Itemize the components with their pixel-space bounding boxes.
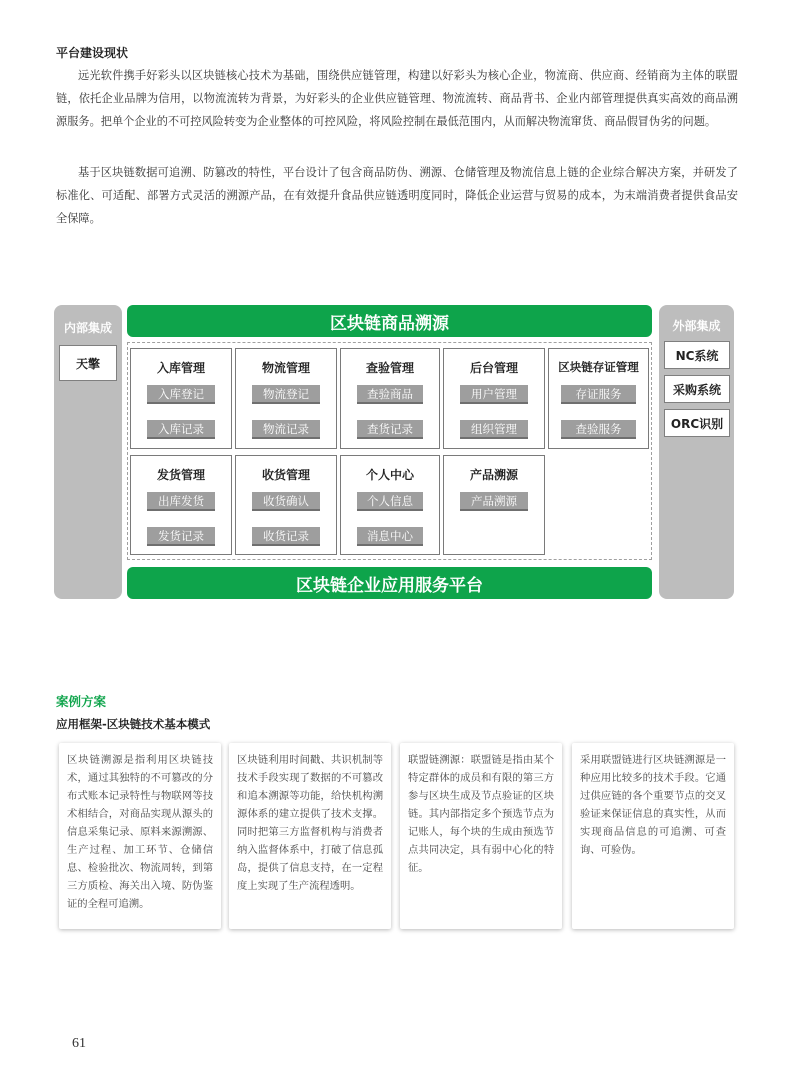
external-item-nc: NC系统 (664, 341, 730, 369)
case-card-3: 联盟链溯源：联盟链是指由某个特定群体的成员和有限的第三方参与区块生成及节点验证的区块链。其内部指定多个预选节点为记账人，每个块的生成由预选节点共同决定，具有弱中心化的特征。 (400, 743, 562, 929)
module-title: 产品溯源 (469, 468, 518, 482)
case-section-subtitle: 应用框架-区块链技术基本模式 (56, 717, 211, 731)
external-item-purchase: 采购系统 (664, 375, 730, 403)
module-title: 收货管理 (261, 468, 310, 482)
chip: 个人信息 (357, 492, 423, 511)
modules-container (127, 342, 652, 560)
case-card-4: 采用联盟链进行区块链溯源是一种应用比较多的技术手段。它通过供应链的各个重要节点的交叉验证来保证信息的真实性，从而实现商品信息的可追溯、可查询、可验伪。 (572, 743, 734, 929)
chip: 查验服务 (561, 420, 636, 439)
section-title: 平台建设现状 (56, 46, 129, 60)
module-title: 后台管理 (469, 361, 518, 375)
case-card-1: 区块链溯源是指利用区块链技术，通过其独特的不可篡改的分布式账本记录特性与物联网等技术相结合，对商品实现从源头的信息采集记录、原料来源溯源、生产过程、加工环节、仓储信息、检验批次、物流周转，到第三方质检、海关出入境、防伪鉴证的全程可追溯。 (59, 743, 221, 929)
top-green-bar: 区块链商品溯源 (127, 305, 652, 337)
module-inbound (130, 348, 232, 449)
module-personal-center (340, 455, 440, 555)
chip: 收货记录 (252, 527, 320, 546)
module-receiving (235, 455, 337, 555)
module-shipping (130, 455, 232, 555)
module-logistics (235, 348, 337, 449)
chip: 出库发货 (147, 492, 215, 511)
case-section-title: 案例方案 (56, 694, 107, 709)
module-title: 入库管理 (156, 361, 205, 375)
chip: 收货确认 (252, 492, 320, 511)
internal-integration-panel (54, 305, 122, 599)
module-title: 查验管理 (365, 361, 414, 375)
external-integration-title: 外部集成 (672, 319, 721, 333)
chip: 组织管理 (460, 420, 528, 439)
chip: 物流记录 (252, 420, 320, 439)
intro-paragraph-1: 远光软件携手好彩头以区块链核心技术为基础，围绕供应链管理，构建以好彩头为核心企业，物流商、供应商、经销商为主体的联盟链，依托企业品牌为信用，以物流流转为背景，为好彩头的企业供应链管理、物流流转、商品背书、企业内部管理提供真实高效的商品溯源服务。把单个企业的不可控风险转变为企业整体的可控风险，将风险控制在最低范围内，从而解决物流窜货、商品假冒伪劣的问题。 (56, 69, 738, 128)
external-item-orc: ORC识别 (664, 409, 730, 437)
chip: 查验商品 (357, 385, 423, 404)
module-title: 物流管理 (261, 361, 310, 375)
module-title: 个人中心 (365, 468, 414, 482)
chip: 入库登记 (147, 385, 215, 404)
page-number: 61 (72, 1036, 86, 1051)
module-backend (443, 348, 545, 449)
chip: 物流登记 (252, 385, 320, 404)
chip: 发货记录 (147, 527, 215, 546)
chip: 消息中心 (357, 527, 423, 546)
chip: 用户管理 (460, 385, 528, 404)
case-card-2: 区块链利用时间戳、共识机制等技术手段实现了数据的不可篡改和追本溯源等功能，给快机构溯源体系的建立提供了技术支撑。同时把第三方监督机构与消费者纳入监督体系中，打破了信息孤岛，提供了信息支持，在一定程度上实现了生产流程透明。 (229, 743, 391, 929)
module-title: 发货管理 (156, 468, 205, 482)
chip: 入库记录 (147, 420, 215, 439)
bottom-green-bar: 区块链企业应用服务平台 (127, 567, 652, 599)
chip: 存证服务 (561, 385, 636, 404)
internal-integration-title: 内部集成 (63, 321, 112, 335)
module-blockchain-evidence (548, 348, 649, 449)
external-integration-panel (659, 305, 734, 599)
internal-item-tianqing: 天擎 (59, 345, 117, 381)
module-inspection (340, 348, 440, 449)
module-title: 区块链存证管理 (558, 360, 639, 374)
chip: 产品溯源 (460, 492, 528, 511)
chip: 查货记录 (357, 420, 423, 439)
module-product-trace (443, 455, 545, 555)
intro-paragraph-2: 基于区块链数据可追溯、防篡改的特性，平台设计了包含商品防伪、溯源、仓储管理及物流信息上链的企业综合解决方案，并研发了标准化、可适配、部署方式灵活的溯源产品，在有效提升食品供应链透明度同时，降低企业运营与贸易的成本，为末端消费者提供食品安全保障。 (56, 166, 738, 225)
